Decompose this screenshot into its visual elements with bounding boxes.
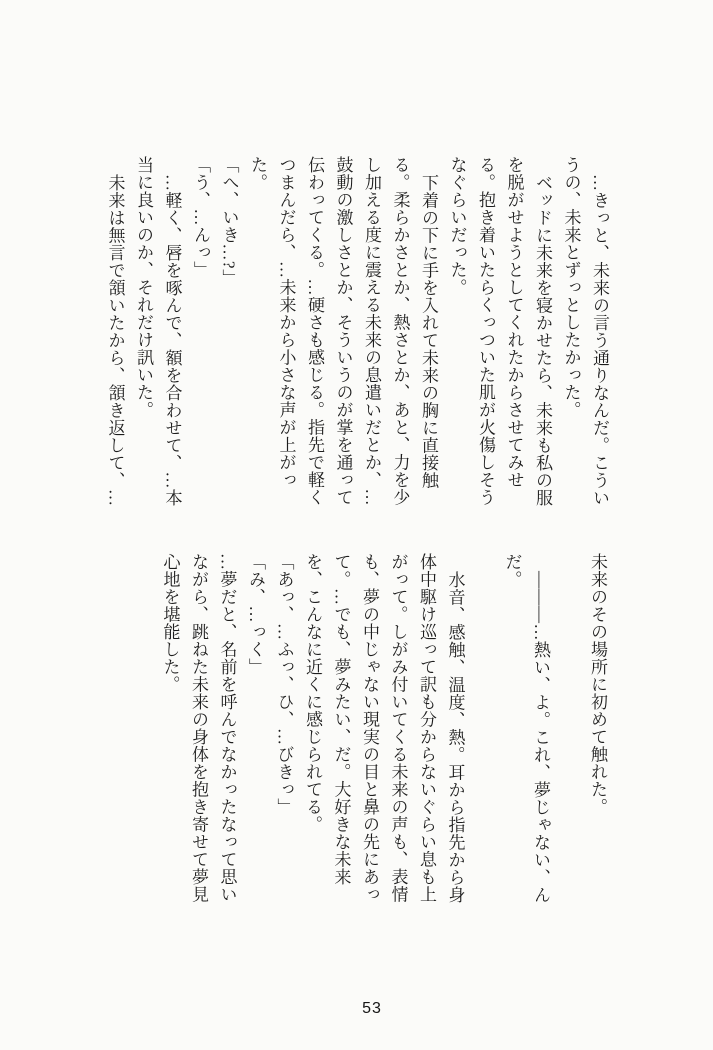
page-number: 53 xyxy=(362,1000,382,1017)
paragraph: 「み、…っく」 xyxy=(246,553,265,676)
paragraph: …軽く、唇を啄んで、額を合わせて、…本当に良いのか、それだけ訊いた。 xyxy=(134,156,182,506)
top-passage xyxy=(100,156,613,508)
paragraph: 下着の下に手を入れて未来の胸に直接触る。柔らかさとか、熱さとか、あと、力を少し加える度に震える未来の息遣いだとか、…鼓動の激しさとか、そういうのが掌を通って伝わってくる。…硬さも感じる。指先で軽くつまんだら、…未来から小さな声が上がった。 xyxy=(248,156,438,506)
paragraph: ―――…熱い、よ。これ、夢じゃない、んだ。 xyxy=(502,553,550,903)
paragraph: …きっと、未来の言う通りなんだ。こういうの、未来とずっとしたかった。 xyxy=(561,156,609,506)
paragraph: 「へ、いき…?」 xyxy=(219,156,239,287)
paragraph: ベッドに未来を寝かせたら、未来も私の服を脱がせようとしてくれたからさせてみせる。抱き着いたらくっついた肌が火傷しそうなぐらいだった。 xyxy=(447,156,552,506)
paragraph: 未来は無言で頷いたから、頷き返して、… xyxy=(105,173,125,506)
paragraph: 「あっ、…ふっ、ひ、…びきっ」 xyxy=(274,553,294,816)
bottom-passage xyxy=(155,553,611,905)
blank-line xyxy=(554,553,583,905)
blank-line xyxy=(469,553,498,905)
paragraph: …夢だと、名前を呼んでなかったなって思いながら、跳ねた未来の身体を抱き寄せて夢見心地を堪能した。 xyxy=(160,553,237,903)
paragraph: 水音、感触、温度、熱。耳から指先から身体中駆け巡って訳も分からないぐらい息も上がって。しがみ付いてくる未来の声も、表情も、夢の中じゃない現実の目と鼻の先にあって。…でも、夢みたい、だ。大好きな未来を、こんなに近くに感じられてる。 xyxy=(303,553,465,903)
paragraph: 未来のその場所に初めて触れた。 xyxy=(588,553,607,816)
paragraph: 「う、…んっ」 xyxy=(191,156,210,279)
